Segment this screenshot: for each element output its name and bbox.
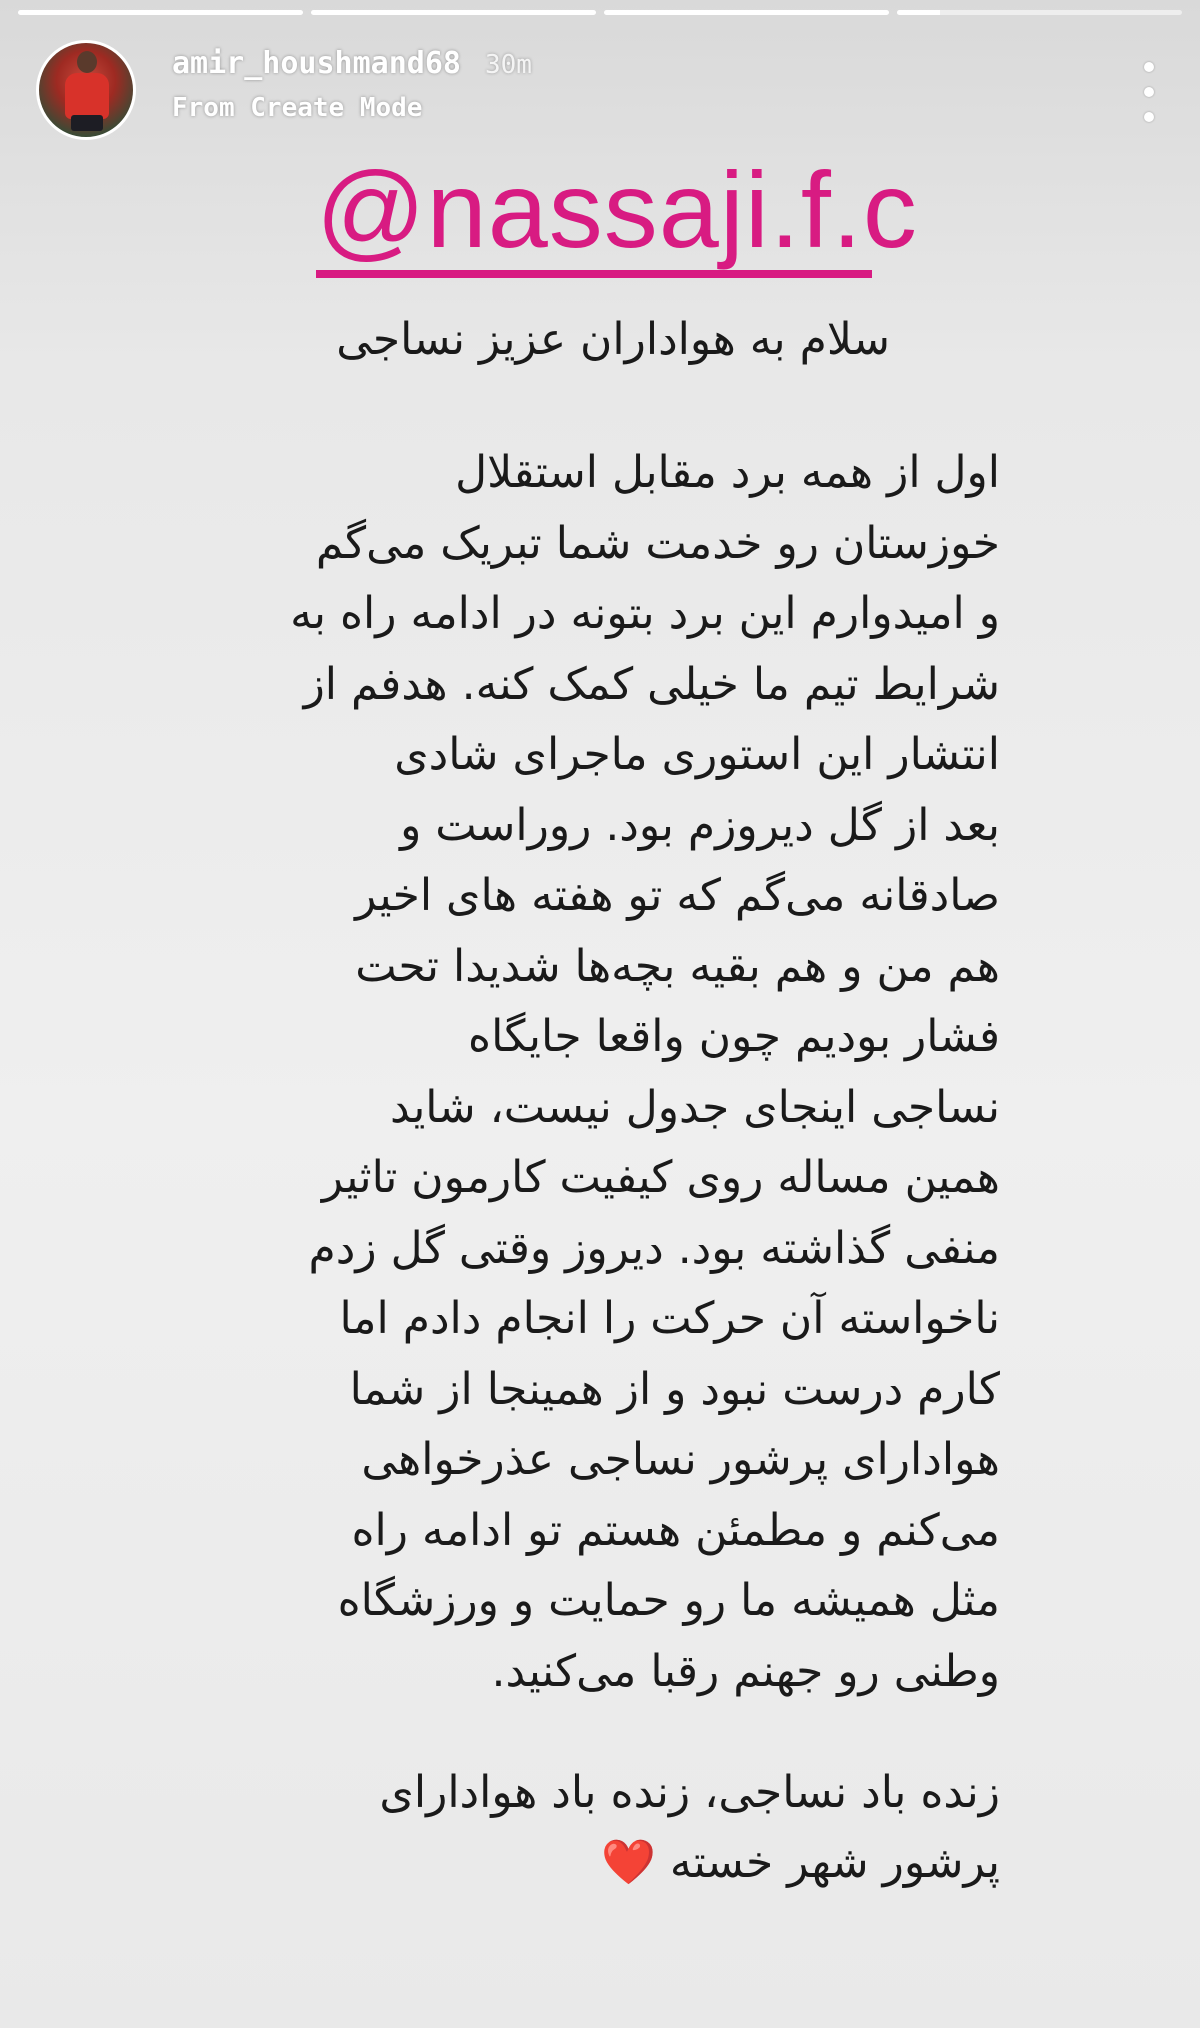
message-line: کارم درست نبود و از همینجا از شما xyxy=(349,1363,1000,1415)
mention-text[interactable]: @nassaji.f.c xyxy=(316,149,918,270)
story-meta xyxy=(172,46,532,123)
avatar-figure-shirt xyxy=(65,73,109,119)
message-line: انتشار این استوری ماجرای شادی xyxy=(394,729,1000,780)
message-line: فشار بودیم چون واقعا جایگاه xyxy=(468,1011,1000,1062)
more-options-icon[interactable] xyxy=(1134,62,1164,122)
progress-segment xyxy=(18,10,303,15)
message-line: صادقانه می‌گم که تو هفته های اخیر xyxy=(355,870,1000,921)
closing-line-text: پرشور شهر خسته xyxy=(669,1837,1000,1888)
story-time: 30m xyxy=(484,50,532,80)
message-line: منفی گذاشته بود. دیروز وقتی گل زدم xyxy=(308,1222,1000,1274)
message-line: بعد از گل دیروزم بود. روراست و xyxy=(400,799,1000,851)
message-paragraph xyxy=(290,438,1000,1707)
message-line: خوزستان رو خدمت شما تبریک می‌گم xyxy=(315,517,1000,569)
username-link[interactable]: amir_houshmand68 xyxy=(172,46,461,81)
message-line: هوادارای پرشور نساجی عذرخواهی xyxy=(361,1434,1000,1485)
progress-segment xyxy=(604,10,889,15)
heart-icon: ❤️ xyxy=(601,1837,656,1888)
greeting-text: سلام به هواداران عزیز نساجی xyxy=(336,314,890,365)
message-line: همین مساله روی کیفیت کارمون تاثیر xyxy=(321,1152,1000,1203)
avatar-figure-head xyxy=(77,51,97,73)
story-header xyxy=(36,40,1164,150)
message-line: نساجی اینجای جدول نیست، شاید xyxy=(389,1081,1000,1133)
message-line: هم من و هم بقیه بچه‌ها شدیدا تحت xyxy=(355,940,1000,992)
mention-sticker[interactable] xyxy=(316,149,918,278)
message-line: می‌کنم و مطمئن هستم تو ادامه راه xyxy=(351,1504,1000,1556)
progress-segment xyxy=(897,10,1182,15)
closing-line-with-heart xyxy=(320,1828,1000,1898)
more-dot xyxy=(1144,87,1154,97)
closing-text xyxy=(320,1758,1000,1898)
story-progress-bar xyxy=(18,10,1182,15)
message-line: مثل همیشه ما رو حمایت و ورزشگاه xyxy=(337,1575,1000,1626)
username-row xyxy=(172,46,532,81)
message-line: وطنی رو جهنم رقبا می‌کنید. xyxy=(491,1645,1000,1697)
progress-segment xyxy=(311,10,596,15)
avatar[interactable] xyxy=(36,40,136,140)
story-subtitle[interactable]: From Create Mode xyxy=(172,93,423,123)
avatar-figure-shorts xyxy=(71,115,103,131)
mention-underline xyxy=(316,270,872,278)
message-line: ناخواسته آن حرکت را انجام دادم اما xyxy=(339,1293,1000,1344)
message-line: و امیدوارم این برد بتونه در ادامه راه به xyxy=(290,588,1000,639)
message-line: اول از همه برد مقابل استقلال xyxy=(455,447,1000,498)
more-dot xyxy=(1144,112,1154,122)
closing-line: زنده باد نساجی، زنده باد هوادارای xyxy=(379,1767,1000,1818)
message-line: شرایط تیم ما خیلی کمک کنه. هدفم از xyxy=(303,658,1000,710)
more-dot xyxy=(1144,62,1154,72)
